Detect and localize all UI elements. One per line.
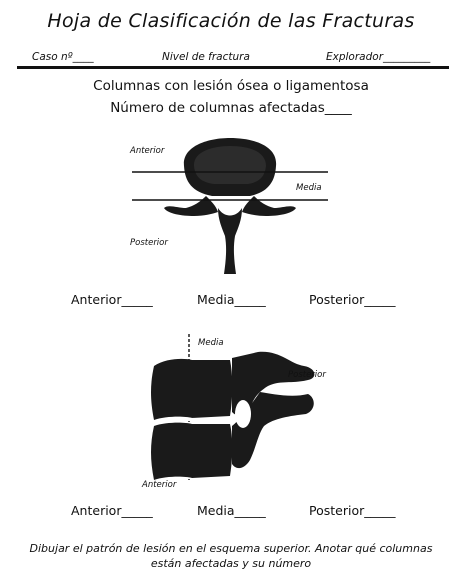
posterior-answer-1[interactable]: Posterior_____: [309, 292, 396, 307]
vertebral-body: [184, 138, 276, 196]
anterior-answer-2[interactable]: Anterior_____: [71, 503, 153, 518]
affected-columns-count-field[interactable]: Número de columnas afectadas____: [110, 100, 352, 116]
sagittal-vertebra-diagram[interactable]: [140, 330, 340, 486]
posterior-answer-2[interactable]: Posterior_____: [309, 503, 396, 518]
media-label-top: Media: [296, 183, 322, 193]
columns-injury-heading: Columnas con lesión ósea o ligamentosa: [93, 78, 369, 94]
page-title: Hoja de Clasificación de las Fracturas: [47, 10, 415, 32]
anterior-label-top: Anterior: [130, 146, 165, 156]
posterior-label-top: Posterior: [130, 238, 168, 248]
header-divider: [17, 66, 449, 69]
intervertebral-foramen: [235, 400, 251, 428]
case-number-field[interactable]: Caso nº____: [32, 51, 94, 63]
posterior-elements: [164, 196, 296, 274]
posterior-label-side: Posterior: [288, 370, 326, 380]
axial-vertebra-diagram[interactable]: [120, 136, 342, 280]
fracture-level-label: Nivel de fractura: [162, 51, 250, 63]
instructions-footer: [0, 541, 462, 571]
anterior-label-side: Anterior: [142, 480, 177, 490]
media-label-side: Media: [198, 338, 224, 348]
instructions-line-2: están afectadas y su número: [150, 557, 312, 570]
anterior-answer-1[interactable]: Anterior_____: [71, 292, 153, 307]
instructions-line-1: Dibujar el patrón de lesión en el esquema superior. Anotar qué columnas: [29, 542, 433, 555]
spinal-canal: [212, 198, 248, 206]
media-answer-2[interactable]: Media_____: [197, 503, 266, 518]
examiner-field[interactable]: Explorador_________: [326, 51, 431, 63]
media-answer-1[interactable]: Media_____: [197, 292, 266, 307]
